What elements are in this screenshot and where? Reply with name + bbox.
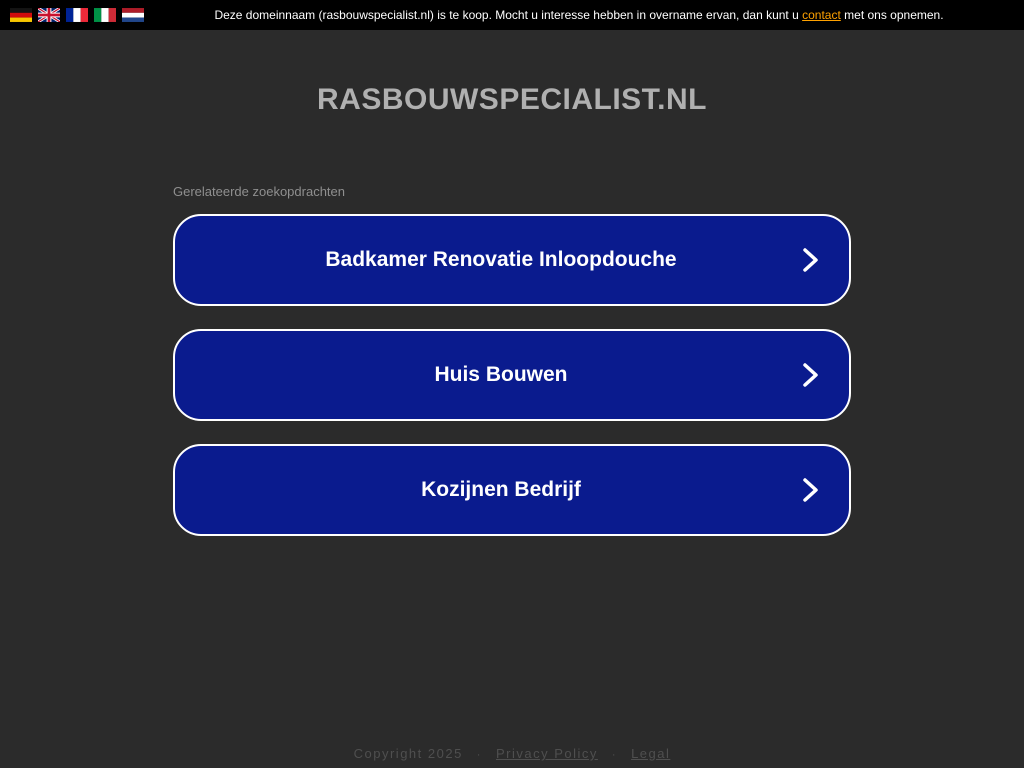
related-searches-section: [173, 184, 851, 536]
page-title: RASBOUWSPECIALIST.NL: [316, 83, 707, 116]
related-link-huis-bouwen[interactable]: [173, 329, 851, 421]
chevron-right-icon: [799, 246, 821, 274]
chevron-right-icon: [799, 476, 821, 504]
related-link-label: Huis Bouwen: [434, 363, 568, 386]
related-link-label: Badkamer Renovatie Inloopdouche: [325, 248, 677, 271]
sale-message: [144, 8, 1014, 22]
related-link-badkamer-renovatie-inloopdouche[interactable]: [173, 214, 851, 306]
flag-italy-icon[interactable]: [94, 8, 116, 22]
related-link-label: Kozijnen Bedrijf: [421, 478, 581, 501]
language-flags: [10, 8, 144, 22]
copyright-text: Copyright 2025: [353, 746, 463, 761]
footer: [0, 746, 1024, 761]
flag-germany-icon[interactable]: [10, 8, 32, 22]
domain-sale-banner: [0, 0, 1024, 30]
privacy-policy-link[interactable]: Privacy Policy: [495, 746, 598, 761]
chevron-right-icon: [799, 361, 821, 389]
sale-message-text: Deze domeinnaam (rasbouwspecialist.nl) is te koop. Mocht u interesse hebben in overname ervan, dan kunt u: [214, 8, 803, 22]
related-link-kozijnen-bedrijf[interactable]: [173, 444, 851, 536]
flag-united-kingdom-icon[interactable]: [38, 8, 60, 22]
flag-france-icon[interactable]: [66, 8, 88, 22]
footer-separator: ·: [611, 749, 618, 761]
legal-link[interactable]: Legal: [631, 746, 671, 761]
flag-netherlands-icon[interactable]: [122, 8, 144, 22]
related-searches-label: Gerelateerde zoekopdrachten: [173, 184, 346, 199]
sale-message-text-after: met ons opnemen.: [840, 8, 944, 22]
footer-separator: ·: [476, 749, 482, 761]
contact-link[interactable]: contact: [802, 8, 841, 22]
